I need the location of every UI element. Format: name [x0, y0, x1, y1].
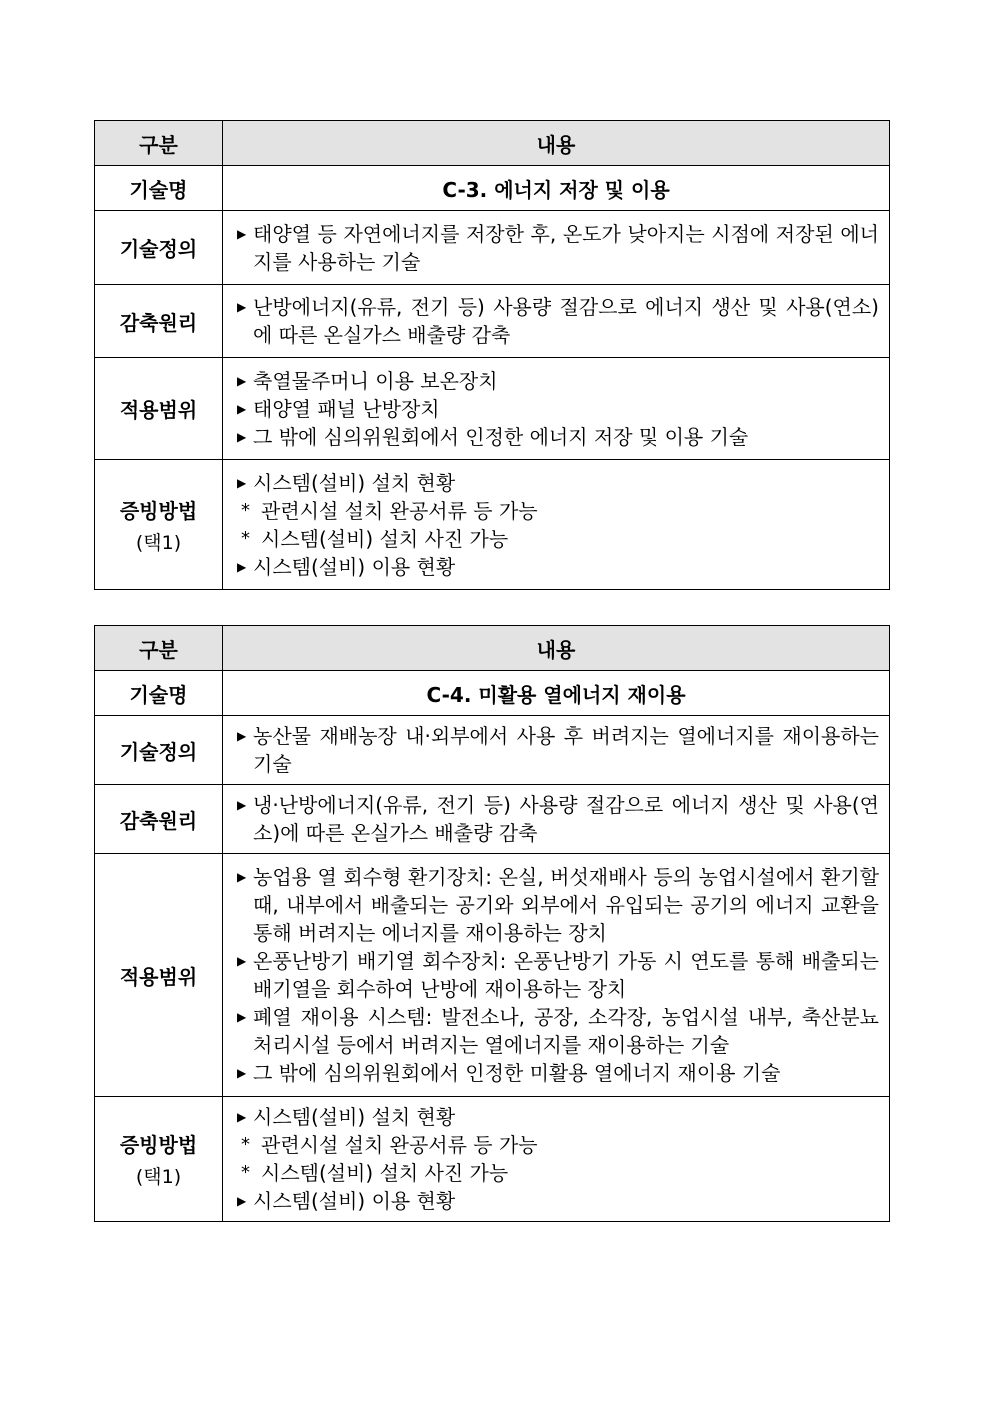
list-item: [237, 1159, 879, 1187]
list-item: [237, 423, 879, 451]
asterisk-note: *: [241, 1162, 250, 1183]
list-item: [237, 791, 879, 847]
technology-table-c4: [94, 625, 890, 1222]
list-item: [237, 1003, 879, 1059]
evidence-label-cell: [95, 1097, 223, 1222]
list-item: [237, 722, 879, 778]
evidence-row: [95, 460, 890, 590]
tech-name-row: [95, 671, 890, 716]
triangle-bullet-icon: ▶: [237, 300, 247, 314]
scope-text: 태양열 패널 난방장치: [253, 396, 440, 421]
definition-label: 기술정의: [95, 716, 223, 785]
scope-text: 온풍난방기 배기열 회수장치: 온풍난방기 가동 시 연도를 통해 배출되는 배기열을 회수하여 난방에 재이용하는 장치: [253, 949, 879, 1001]
definition-label: 기술정의: [95, 211, 223, 285]
scope-text: 축열물주머니 이용 보온장치: [253, 368, 498, 393]
technology-table-c3: [94, 120, 890, 590]
evidence-sublabel: (택1): [135, 1166, 182, 1188]
principle-label: 감축원리: [95, 785, 223, 854]
header-content: 내용: [223, 121, 890, 166]
list-item: [237, 497, 879, 525]
list-item: [237, 1059, 879, 1087]
list-item: [237, 525, 879, 553]
header-category: 구분: [95, 626, 223, 671]
list-item: [237, 367, 879, 395]
principle-text: 난방에너지(유류, 전기 등) 사용량 절감으로 에너지 생산 및 사용(연소)에 따른 온실가스 배출량 감축: [253, 295, 879, 347]
evidence-cell: [223, 1097, 890, 1222]
triangle-bullet-icon: ▶: [237, 475, 247, 490]
evidence-text: 시스템(설비) 설치 사진 가능: [261, 526, 509, 551]
asterisk-note: *: [241, 527, 250, 549]
triangle-bullet-icon: ▶: [237, 798, 247, 812]
list-item: [237, 947, 879, 1003]
scope-text: 폐열 재이용 시스템: 발전소나, 공장, 소각장, 농업시설 내부, 축산분뇨 처리시설 등에서 버려지는 열에너지를 재이용하는 기술: [253, 1005, 879, 1057]
triangle-bullet-icon: ▶: [237, 1010, 247, 1024]
table-header-row: [95, 121, 890, 166]
header-content: 내용: [223, 626, 890, 671]
principle-text: 냉·난방에너지(유류, 전기 등) 사용량 절감으로 에너지 생산 및 사용(연소)에 따른 온실가스 배출량 감축: [253, 793, 879, 845]
principle-label: 감축원리: [95, 285, 223, 358]
scope-cell: [223, 854, 890, 1097]
evidence-text: 시스템(설비) 이용 현황: [253, 1189, 456, 1213]
definition-cell: [223, 716, 890, 785]
triangle-bullet-icon: ▶: [237, 373, 247, 388]
list-item: [237, 469, 879, 497]
evidence-text: 시스템(설비) 설치 사진 가능: [261, 1161, 509, 1185]
scope-cell: [223, 358, 890, 460]
evidence-text: 관련시설 설치 완공서류 등 가능: [261, 498, 538, 523]
scope-label: 적용범위: [95, 854, 223, 1097]
evidence-text: 시스템(설비) 설치 현황: [253, 1105, 456, 1129]
triangle-bullet-icon: ▶: [237, 1066, 247, 1080]
asterisk-note: *: [241, 1134, 250, 1155]
list-item: [237, 1131, 879, 1159]
triangle-bullet-icon: ▶: [237, 729, 247, 743]
list-item: [237, 1187, 879, 1215]
triangle-bullet-icon: ▶: [237, 401, 247, 416]
triangle-bullet-icon: ▶: [237, 870, 247, 884]
evidence-text: 시스템(설비) 설치 현황: [253, 470, 456, 495]
scope-text: 그 밖에 심의위원회에서 인정한 미활용 열에너지 재이용 기술: [253, 1061, 781, 1085]
triangle-bullet-icon: ▶: [237, 559, 247, 574]
list-item: [237, 863, 879, 947]
definition-cell: [223, 211, 890, 285]
scope-text: 그 밖에 심의위원회에서 인정한 에너지 저장 및 이용 기술: [253, 424, 749, 449]
list-item: [237, 395, 879, 423]
triangle-bullet-icon: ▶: [237, 226, 247, 241]
evidence-cell: [223, 460, 890, 590]
tech-name-value: C-4. 미활용 열에너지 재이용: [223, 671, 890, 716]
scope-text: 농업용 열 회수형 환기장치: 온실, 버섯재배사 등의 농업시설에서 환기할 때, 내부에서 배출되는 공기와 외부에서 유입되는 공기의 에너지 교환을 통해 버려지는 에너지를 재이용하는 장치: [253, 865, 879, 945]
triangle-bullet-icon: ▶: [237, 954, 247, 968]
triangle-bullet-icon: ▶: [237, 1110, 247, 1124]
evidence-row: [95, 1097, 890, 1222]
principle-row: [95, 285, 890, 358]
definition-text: 태양열 등 자연에너지를 저장한 후, 온도가 낮아지는 시점에 저장된 에너지를 사용하는 기술: [253, 221, 879, 274]
evidence-sublabel: (택1): [135, 531, 182, 554]
header-category: 구분: [95, 121, 223, 166]
scope-row: [95, 854, 890, 1097]
scope-label: 적용범위: [95, 358, 223, 460]
table-header-row: [95, 626, 890, 671]
evidence-text: 관련시설 설치 완공서류 등 가능: [261, 1133, 538, 1157]
scope-row: [95, 358, 890, 460]
principle-cell: [223, 785, 890, 854]
list-item: [237, 293, 879, 349]
triangle-bullet-icon: ▶: [237, 1194, 247, 1208]
evidence-label: 증빙방법: [119, 1133, 198, 1157]
asterisk-note: *: [241, 499, 250, 521]
tech-name-row: [95, 166, 890, 211]
triangle-bullet-icon: ▶: [237, 429, 247, 444]
definition-row: [95, 211, 890, 285]
principle-cell: [223, 285, 890, 358]
list-item: [237, 220, 879, 276]
tech-name-label: 기술명: [95, 671, 223, 716]
tech-name-label: 기술명: [95, 166, 223, 211]
list-item: [237, 553, 879, 581]
tech-name-value: C-3. 에너지 저장 및 이용: [223, 166, 890, 211]
list-item: [237, 1103, 879, 1131]
evidence-label: 증빙방법: [119, 498, 198, 523]
definition-text: 농산물 재배농장 내·외부에서 사용 후 버려지는 열에너지를 재이용하는 기술: [253, 724, 879, 776]
definition-row: [95, 716, 890, 785]
principle-row: [95, 785, 890, 854]
evidence-label-cell: [95, 460, 223, 590]
evidence-text: 시스템(설비) 이용 현황: [253, 554, 456, 579]
